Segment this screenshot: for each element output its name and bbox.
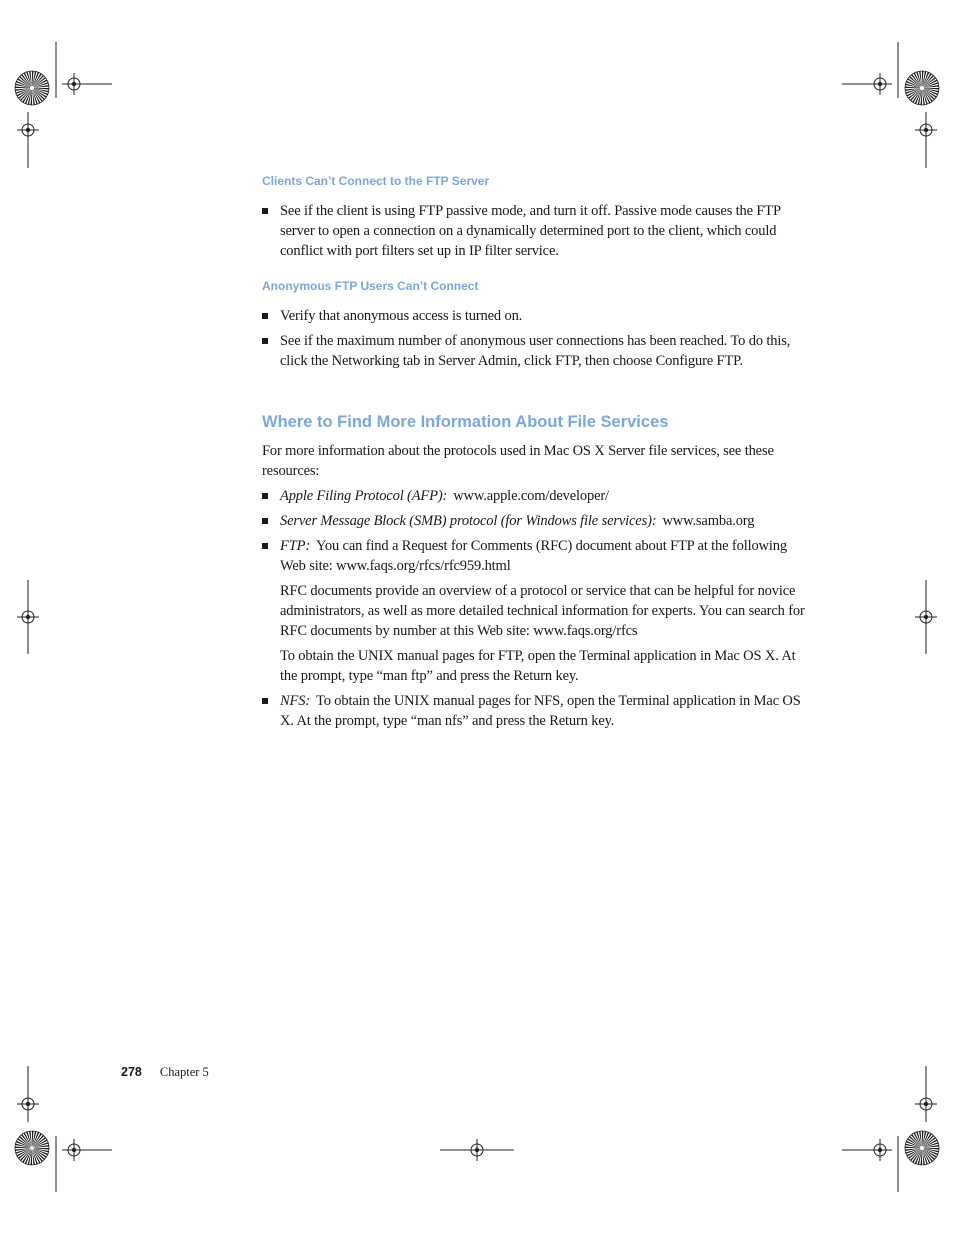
registration-mark-icon (63, 1139, 85, 1161)
bullet-list-ftp-connect (262, 201, 807, 261)
resource-label: Server Message Block (SMB) protocol (for Windows file services): (280, 513, 657, 529)
registration-mark-icon (915, 119, 937, 141)
intro-paragraph: For more information about the protocols used in Mac OS X Server file services, see these resources: (262, 443, 774, 479)
section-heading-ftp-connect: Clients Can’t Connect to the FTP Server (262, 174, 490, 188)
registration-mark-icon (17, 606, 39, 628)
starburst-target-icon (15, 1131, 49, 1165)
bullet-icon (262, 543, 268, 549)
resource-label: Apple Filing Protocol (AFP): (280, 488, 448, 504)
list-item-afp (262, 486, 807, 506)
chapter-label: Chapter 5 (159, 1065, 209, 1079)
registration-mark-icon (869, 1139, 891, 1161)
resource-text: You can find a Request for Comments (RFC) document about FTP at the following Web site: www.faqs.org/rfcs/rfc959.html (280, 538, 787, 574)
registration-mark-icon (915, 606, 937, 628)
page-body (262, 170, 807, 743)
bullet-icon (262, 338, 268, 344)
starburst-target-icon (15, 71, 49, 105)
bullet-icon (262, 698, 268, 704)
resource-link: www.apple.com/developer/ (453, 488, 609, 504)
registration-mark-icon (915, 1093, 937, 1115)
starburst-target-icon (905, 71, 939, 105)
bullet-icon (262, 313, 268, 319)
list-item-smb (262, 511, 807, 531)
resource-label: NFS: (280, 693, 311, 709)
section-heading-more-info: Where to Find More Information About File Services (262, 413, 669, 431)
list-item: Verify that anonymous access is turned on. (262, 306, 807, 326)
bullet-icon (262, 208, 268, 214)
resource-label: FTP: (280, 538, 311, 554)
registration-mark-icon (17, 1093, 39, 1115)
bullet-list-anon-ftp (262, 306, 807, 371)
starburst-target-icon (905, 1131, 939, 1165)
registration-mark-icon (17, 119, 39, 141)
list-item: See if the client is using FTP passive mode, and turn it off. Passive mode causes the FTP server to open a connection on a dynamically determined port to the client, which could conflict with port filters set up in IP filter service. (262, 201, 807, 261)
ftp-unix-paragraph: To obtain the UNIX manual pages for FTP, open the Terminal application in Mac OS X. At the prompt, type “man ftp” and press the Return key. (280, 648, 796, 684)
list-item-nfs (262, 691, 807, 731)
registration-mark-icon (63, 73, 85, 95)
bullet-icon (262, 518, 268, 524)
registration-mark-icon (466, 1139, 488, 1161)
resource-text: To obtain the UNIX manual pages for NFS, open the Terminal application in Mac OS X. At the prompt, type “man nfs” and press the Return key. (280, 693, 801, 729)
page-footer (121, 1062, 209, 1082)
list-item: See if the maximum number of anonymous user connections has been reached. To do this, click the Networking tab in Server Admin, click FTP, then choose Configure FTP. (262, 331, 807, 371)
resource-link: www.samba.org (662, 513, 755, 529)
bullet-icon (262, 493, 268, 499)
resource-list (262, 486, 807, 731)
section-heading-anon-ftp: Anonymous FTP Users Can’t Connect (262, 279, 479, 293)
list-item-ftp (262, 536, 807, 686)
page-number: 278 (121, 1065, 142, 1079)
ftp-rfc-paragraph: RFC documents provide an overview of a protocol or service that can be helpful for novice administrators, as well as more detailed technical information for experts. You can search for RFC documents by number at this Web site: www.faqs.org/rfcs (280, 583, 805, 639)
registration-mark-icon (869, 73, 891, 95)
